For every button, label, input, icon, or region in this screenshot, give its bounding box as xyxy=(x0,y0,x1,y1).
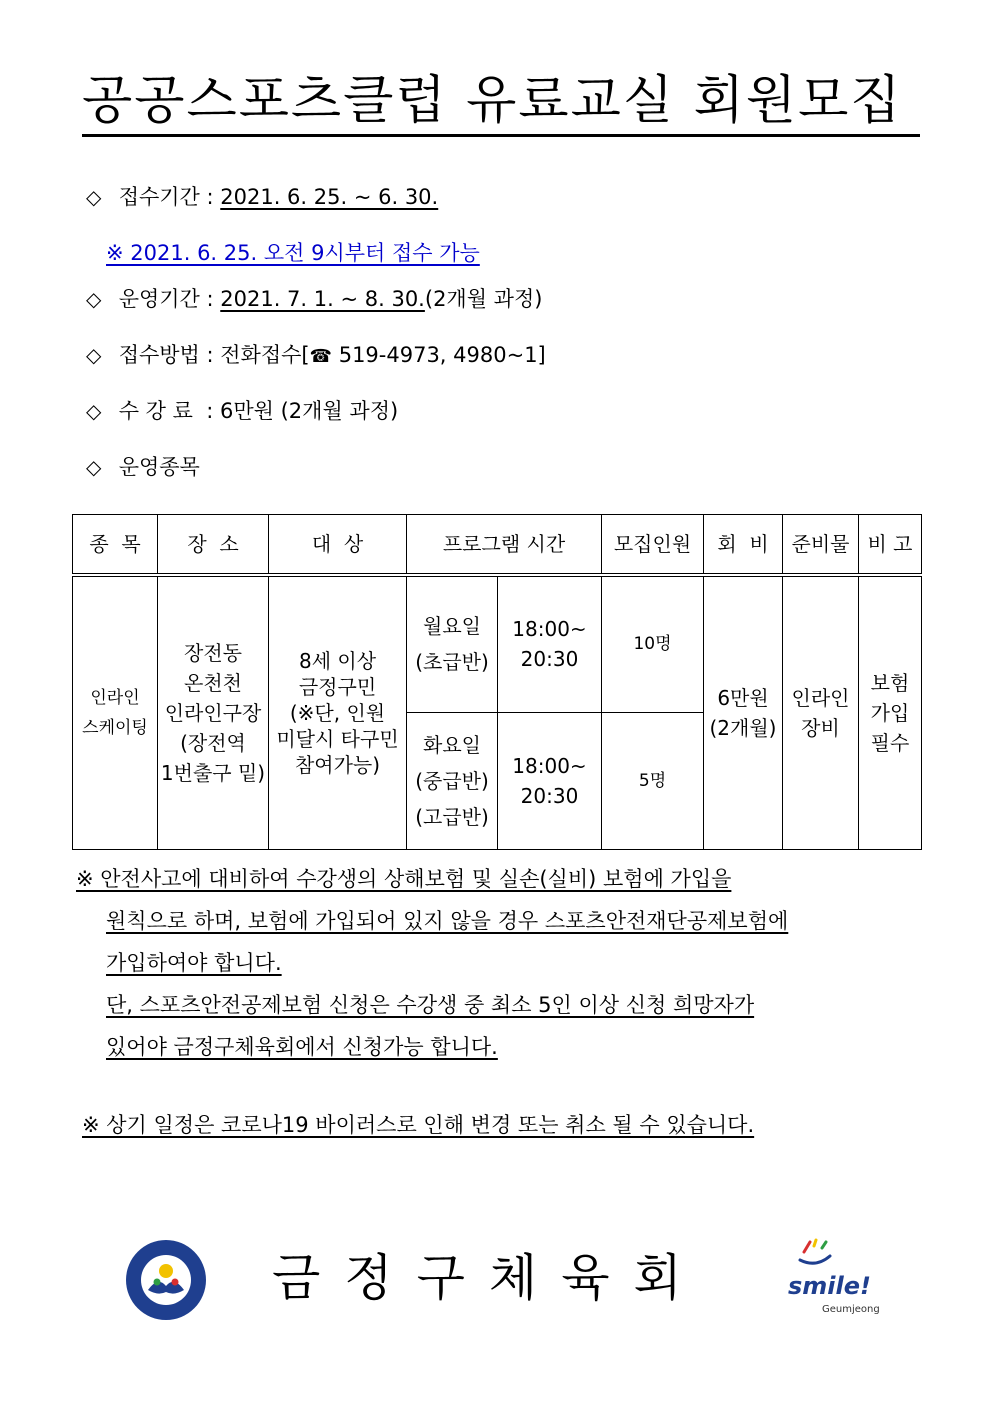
table-header-row xyxy=(73,515,922,576)
cell-time-tuesday: 18:00~ 20:30 xyxy=(498,712,602,849)
info-sports xyxy=(86,452,200,482)
diamond-icon: ◇ xyxy=(86,343,102,367)
phone-icon: ☎ xyxy=(309,346,333,367)
note-text: 가입하여야 합니다. xyxy=(106,951,282,975)
header-fee: 회 비 xyxy=(704,515,783,576)
footer-organization-name: 금정구체육회 xyxy=(272,1249,706,1307)
info-label: 접수방법 : xyxy=(118,343,221,367)
cell-day-monday: 월요일 (초급반) xyxy=(407,575,498,712)
header-capacity: 모집인원 xyxy=(602,515,704,576)
info-label: 접수기간 : xyxy=(118,185,221,209)
info-label: 수 강 료 : xyxy=(118,399,220,423)
note-text: 있어야 금정구체육회에서 신청가능 합니다. xyxy=(106,1035,498,1059)
table-row xyxy=(73,575,922,712)
reception-start-note: ※ 2021. 6. 25. 오전 9시부터 접수 가능 xyxy=(106,241,480,265)
diamond-icon: ◇ xyxy=(86,287,102,311)
safety-note-line1 xyxy=(76,864,731,894)
info-label: 운영기간 : xyxy=(118,287,221,311)
cell-target: 8세 이상 금정구민 (※단, 인원 미달시 타구민 참여가능) xyxy=(269,575,407,849)
header-place: 장 소 xyxy=(158,515,269,576)
cell-time-monday: 18:00~ 20:30 xyxy=(498,575,602,712)
cell-fee: 6만원 (2개월) xyxy=(704,575,783,849)
info-value: 2021. 6. 25. ~ 6. 30. xyxy=(220,185,439,209)
header-program-time: 프로그램 시간 xyxy=(407,515,602,576)
cell-capacity-tuesday: 5명 xyxy=(602,712,704,849)
diamond-icon: ◇ xyxy=(86,455,102,479)
header-target: 대 상 xyxy=(269,515,407,576)
covid-note xyxy=(82,1110,754,1140)
phone-numbers: 519-4973, 4980~1] xyxy=(332,343,546,367)
cell-place: 장전동 온천천 인라인구장 (장전역 1번출구 밑) xyxy=(158,575,269,849)
info-fee xyxy=(86,396,398,426)
diamond-icon: ◇ xyxy=(86,185,102,209)
note-text: ※ 상기 일정은 코로나19 바이러스로 인해 변경 또는 취소 될 수 있습니다. xyxy=(82,1113,755,1137)
info-label: 운영종목 xyxy=(118,455,200,479)
cell-day-tuesday: 화요일 (중급반) (고급반) xyxy=(407,712,498,849)
info-value: 6만원 (2개월 과정) xyxy=(220,399,399,423)
info-suffix: (2개월 과정) xyxy=(424,287,543,311)
info-reception-method xyxy=(86,340,546,372)
info-operation-period xyxy=(86,284,542,314)
svg-text:Geumjeong: Geumjeong xyxy=(822,1304,880,1315)
header-supplies: 준비물 xyxy=(783,515,859,576)
safety-note-line3 xyxy=(106,948,282,978)
safety-note-line4 xyxy=(106,990,754,1020)
cell-sport: 인라인 스케이팅 xyxy=(73,575,158,849)
page-title: 공공스포츠클럽 유료교실 회원모집 xyxy=(82,68,920,137)
note-text: 단, 스포츠안전공제보험 신청은 수강생 중 최소 5인 이상 신청 희망자가 xyxy=(106,993,755,1017)
smile-logo-icon xyxy=(786,1238,880,1322)
safety-note-line2 xyxy=(106,906,788,936)
sports-council-logo xyxy=(124,1238,208,1322)
info-value: 전화접수[ xyxy=(220,343,310,367)
note-text: 원칙으로 하며, 보험에 가입되어 있지 않을 경우 스포츠안전재단공제보험에 xyxy=(106,909,789,933)
smile-geumjeong-logo xyxy=(786,1238,880,1322)
cell-remarks: 보험 가입 필수 xyxy=(859,575,922,849)
info-reception-period xyxy=(86,182,438,212)
diamond-icon: ◇ xyxy=(86,399,102,423)
cell-capacity-monday: 10명 xyxy=(602,575,704,712)
header-sport: 종 목 xyxy=(73,515,158,576)
header-remarks: 비 고 xyxy=(859,515,922,576)
info-value: 2021. 7. 1. ~ 8. 30. xyxy=(220,287,425,311)
sports-council-emblem-icon xyxy=(124,1238,208,1322)
program-table xyxy=(72,514,921,848)
svg-text:smile!: smile! xyxy=(788,1272,871,1300)
note-text: ※ 안전사고에 대비하여 수강생의 상해보험 및 실손(실비) 보험에 가입을 xyxy=(76,867,732,891)
safety-note-line5 xyxy=(106,1032,498,1062)
cell-supplies: 인라인 장비 xyxy=(783,575,859,849)
